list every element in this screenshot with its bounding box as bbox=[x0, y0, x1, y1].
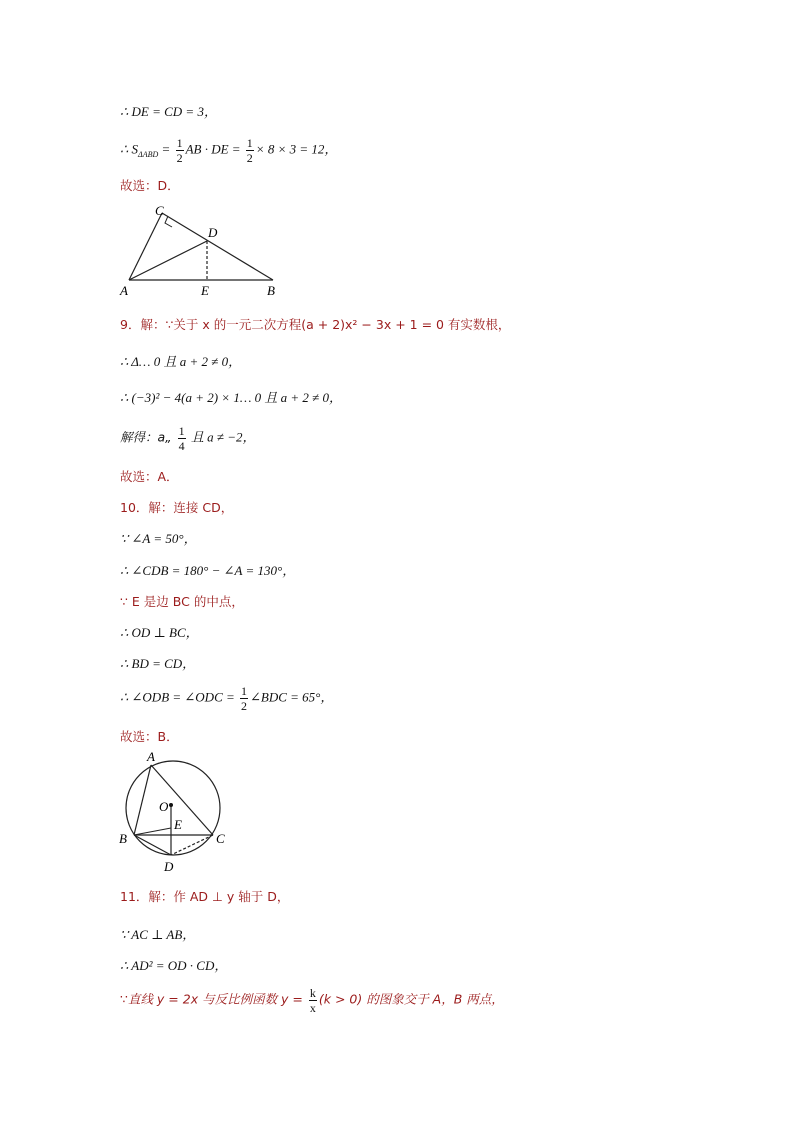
fraction-half-3: $\frac{1}{2}$ bbox=[241, 684, 248, 713]
segment-ba-inner bbox=[134, 828, 171, 835]
line-fn-prefix: ∵直线 y = 2x 与反比例函数 y = bbox=[120, 991, 307, 1007]
answer-10: 故选：B． bbox=[120, 729, 179, 744]
solution-11-line-4 bbox=[120, 986, 504, 1015]
label-c: C bbox=[155, 203, 164, 218]
segment-cb bbox=[162, 213, 273, 280]
solution-9-line-3: ∴ (−3)² − 4(a + 2) × 1… 0 且 a + 2 ≠ 0， bbox=[120, 390, 343, 405]
area-prefix: ∴ S bbox=[120, 141, 139, 157]
fraction-quarter: $\frac{1}{4}$ bbox=[178, 424, 185, 453]
label-a: A bbox=[147, 749, 155, 764]
solution-9-line-2: ∴ Δ… 0 且 a + 2 ≠ 0， bbox=[120, 354, 242, 369]
label-e: E bbox=[201, 283, 209, 298]
segment-ad bbox=[129, 241, 207, 280]
area-eq: = bbox=[158, 141, 174, 157]
fraction-half-2: $\frac{1}{2}$ bbox=[246, 136, 253, 165]
fraction-k-over-x: $\frac{k}{x}$ bbox=[309, 986, 316, 1015]
solve-suffix: 且 a ≠ −2， bbox=[187, 429, 256, 445]
triangle-figure bbox=[115, 200, 290, 300]
segment-cd bbox=[171, 835, 213, 855]
solution-line-1: ∴ DE = CD = 3， bbox=[120, 104, 217, 119]
problem-9-line: 9．解：∵关于 x 的一元二次方程(a + 2)x² − 3x + 1 = 0 有实数根， bbox=[120, 317, 511, 332]
segment-bd bbox=[134, 835, 171, 855]
problem-11-line: 11．解：作 AD ⊥ y 轴于 D， bbox=[120, 889, 290, 904]
area-end: × 8 × 3 = 12， bbox=[255, 141, 338, 157]
circle-figure bbox=[115, 748, 235, 876]
fraction-half: $\frac{1}{2}$ bbox=[176, 136, 183, 165]
center-dot bbox=[169, 803, 173, 807]
solution-9-line-4 bbox=[120, 424, 256, 453]
label-d: D bbox=[208, 225, 218, 240]
solution-line-area bbox=[120, 136, 337, 165]
line-fn-suffix: (k > 0) 的图象交于 A，B 两点， bbox=[318, 991, 504, 1007]
solution-11-line-3: ∴ AD² = OD · CD， bbox=[120, 958, 228, 973]
area-mid: AB · DE = bbox=[185, 141, 244, 157]
label-c: C bbox=[216, 831, 225, 846]
label-a: A bbox=[120, 283, 128, 298]
area-subscript: ΔABD bbox=[138, 150, 159, 160]
answer-9: 故选：A． bbox=[120, 469, 179, 484]
segment-ac bbox=[129, 213, 162, 280]
segment-ab bbox=[134, 765, 151, 835]
angle-suffix: ∠BDC = 65°， bbox=[250, 689, 334, 705]
label-e: E bbox=[174, 817, 182, 832]
solution-10-line-3: ∴ ∠CDB = 180° − ∠A = 130°， bbox=[120, 563, 296, 578]
solve-prefix: 解得：a„ bbox=[120, 429, 176, 445]
angle-prefix: ∴ ∠ODB = ∠ODC = bbox=[120, 689, 239, 705]
answer-8: 故选：D． bbox=[120, 178, 180, 193]
solution-10-line-6: ∴ BD = CD， bbox=[120, 656, 196, 671]
label-b: B bbox=[267, 283, 275, 298]
solution-10-line-2: ∵ ∠A = 50°， bbox=[120, 531, 197, 546]
solution-10-line-5: ∴ OD ⊥ BC， bbox=[120, 625, 199, 640]
label-b: B bbox=[119, 831, 127, 846]
right-angle-mark bbox=[165, 216, 172, 227]
label-d: D bbox=[164, 859, 174, 874]
label-o: O bbox=[159, 799, 169, 814]
solution-11-line-2: ∵ AC ⊥ AB， bbox=[120, 927, 196, 942]
solution-10-line-4: ∵ E 是边 BC 的中点， bbox=[120, 594, 244, 609]
problem-10-line: 10．解：连接 CD， bbox=[120, 500, 234, 515]
solution-10-line-7 bbox=[120, 684, 333, 713]
